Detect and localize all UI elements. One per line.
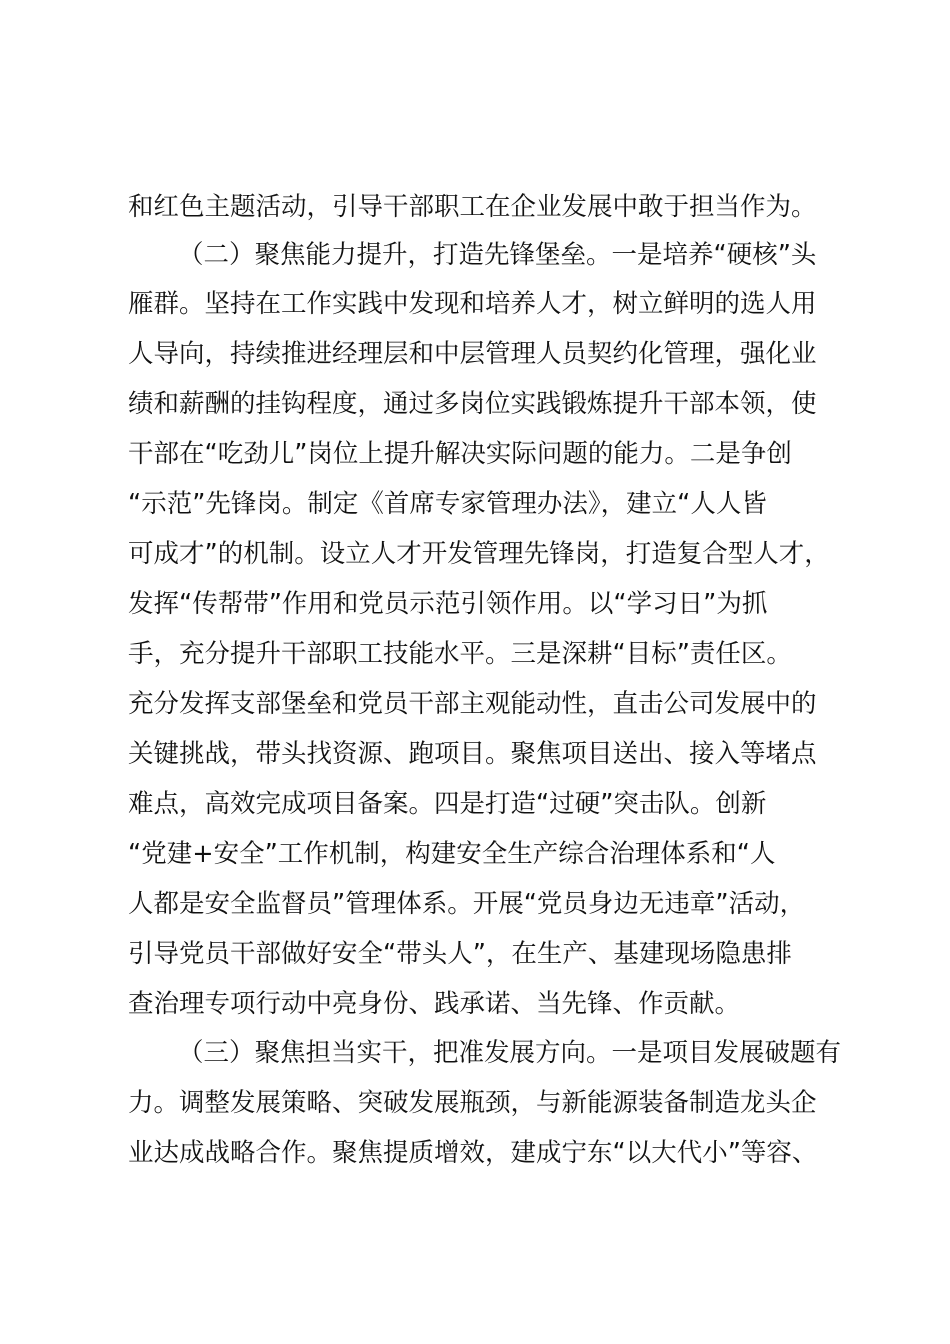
text-line: 人都是安全监督员”管理体系。开展“党员身边无违章”活动， (128, 889, 806, 919)
text-line: “示范”先锋岗。制定《首席专家管理办法》，建立“人人皆 (128, 489, 767, 519)
text-line: 难点，高效完成项目备案。四是打造“过硬”突击队。创新 (128, 789, 767, 819)
text-line: 干部在“吃劲儿”岗位上提升解决实际问题的能力。二是争创 (128, 439, 792, 469)
text-line: 和红色主题活动，引导干部职工在企业发展中敢于担当作为。 (128, 192, 817, 222)
text-line: 引导党员干部做好安全“带头人”，在生产、基建现场隐患排 (128, 939, 792, 969)
text-line: 力。调整发展策略、突破发展瓶颈，与新能源装备制造龙头企 (128, 1088, 817, 1118)
paragraph-heading-line: （二）聚焦能力提升，打造先锋堡垒。一是培养“硬核”头 (178, 240, 817, 270)
text-line: 查治理专项行动中亮身份、践承诺、当先锋、作贡献。 (128, 989, 741, 1019)
text-line: 可成才”的机制。设立人才开发管理先锋岗，打造复合型人才， (128, 539, 830, 569)
text-line: 雁群。坚持在工作实践中发现和培养人才，树立鲜明的选人用 (128, 289, 817, 319)
text-line: 发挥“传帮带”作用和党员示范引领作用。以“学习日”为抓 (128, 589, 768, 619)
text-line: 业达成战略合作。聚焦提质增效，建成宁东“以大代小”等容、 (128, 1138, 818, 1168)
text-line: 人导向，持续推进经理层和中层管理人员契约化管理，强化业 (128, 339, 817, 369)
text-line: 关键挑战，带头找资源、跑项目。聚焦项目送出、接入等堵点 (128, 739, 817, 769)
text-line: 手，充分提升干部职工技能水平。三是深耕“目标”责任区。 (128, 639, 792, 669)
text-line: 充分发挥支部堡垒和党员干部主观能动性，直击公司发展中的 (128, 689, 817, 719)
paragraph-heading-line: （三）聚焦担当实干，把准发展方向。一是项目发展破题有 (178, 1038, 842, 1068)
text-line: “党建+安全”工作机制，构建安全生产综合治理体系和“人 (128, 839, 776, 869)
text-line: 绩和薪酬的挂钩程度，通过多岗位实践锻炼提升干部本领，使 (128, 389, 817, 419)
